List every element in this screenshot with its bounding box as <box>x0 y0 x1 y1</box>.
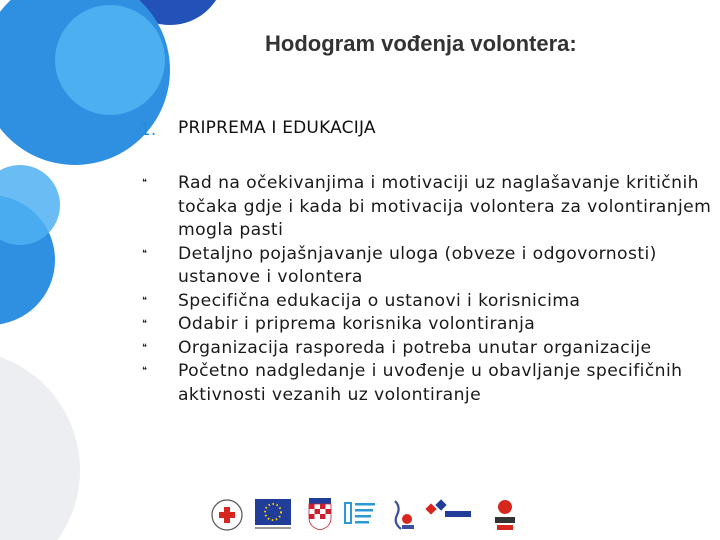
slide-title: Hodogram vođenja volontera: <box>265 31 577 56</box>
partner-logos <box>205 495 525 535</box>
human-resources-fund-logo <box>345 503 375 524</box>
fleuron-bullet-icon: ❝ <box>142 366 147 376</box>
fleuron-bullet-icon: ❝ <box>142 342 147 353</box>
section-number: 1. <box>140 120 157 140</box>
bullet-text: Početno nadgledanje i uvođenje u obavljanje specifičnih aktivnosti vezanih uz volontiranje <box>178 361 683 405</box>
eu-flag-logo <box>255 499 291 529</box>
section-title: PRIPREMA I EDUKACIJA <box>178 118 376 138</box>
bullet-text: Organizacija rasporeda i potreba unutar organizacije <box>178 337 652 358</box>
bullet-text: Specifična edukacija o ustanovi i korisnicima <box>178 290 581 311</box>
croatia-coat-of-arms-logo <box>309 498 331 530</box>
list-item <box>140 243 718 290</box>
section-heading <box>140 118 718 140</box>
slide-content <box>140 118 718 407</box>
list-item <box>140 313 718 337</box>
bullet-list <box>140 172 718 407</box>
grey-bubble <box>0 350 80 540</box>
bullet-text: Rad na očekivanjima i motivaciji uz naglašavanje kritičnih točaka gdje i kada bi motivacija volontera za volontiranjem mogla pasti <box>178 173 712 240</box>
list-item <box>140 290 718 314</box>
list-item <box>140 172 718 243</box>
fleuron-bullet-icon: ❝ <box>142 319 147 329</box>
list-item <box>140 337 718 361</box>
red-cross-logo <box>212 500 242 530</box>
bullet-text: Detaljno pojašnjavanje uloga (obveze i odgovornosti) ustanove i volontera <box>178 243 657 287</box>
eu-funds-logo <box>425 499 471 517</box>
light-blue-bubble <box>55 5 165 115</box>
vol-up-logo <box>495 500 515 530</box>
bullet-text: Odabir i priprema korisnika volontiranja <box>178 314 536 334</box>
list-item <box>140 360 718 407</box>
small-light-bubble <box>0 165 60 245</box>
fleuron-bullet-icon: ❝ <box>142 295 147 306</box>
fleuron-bullet-icon: ❝ <box>142 248 147 259</box>
fleuron-bullet-icon: ❝ <box>142 178 147 188</box>
ngo-support-logo <box>395 501 414 529</box>
